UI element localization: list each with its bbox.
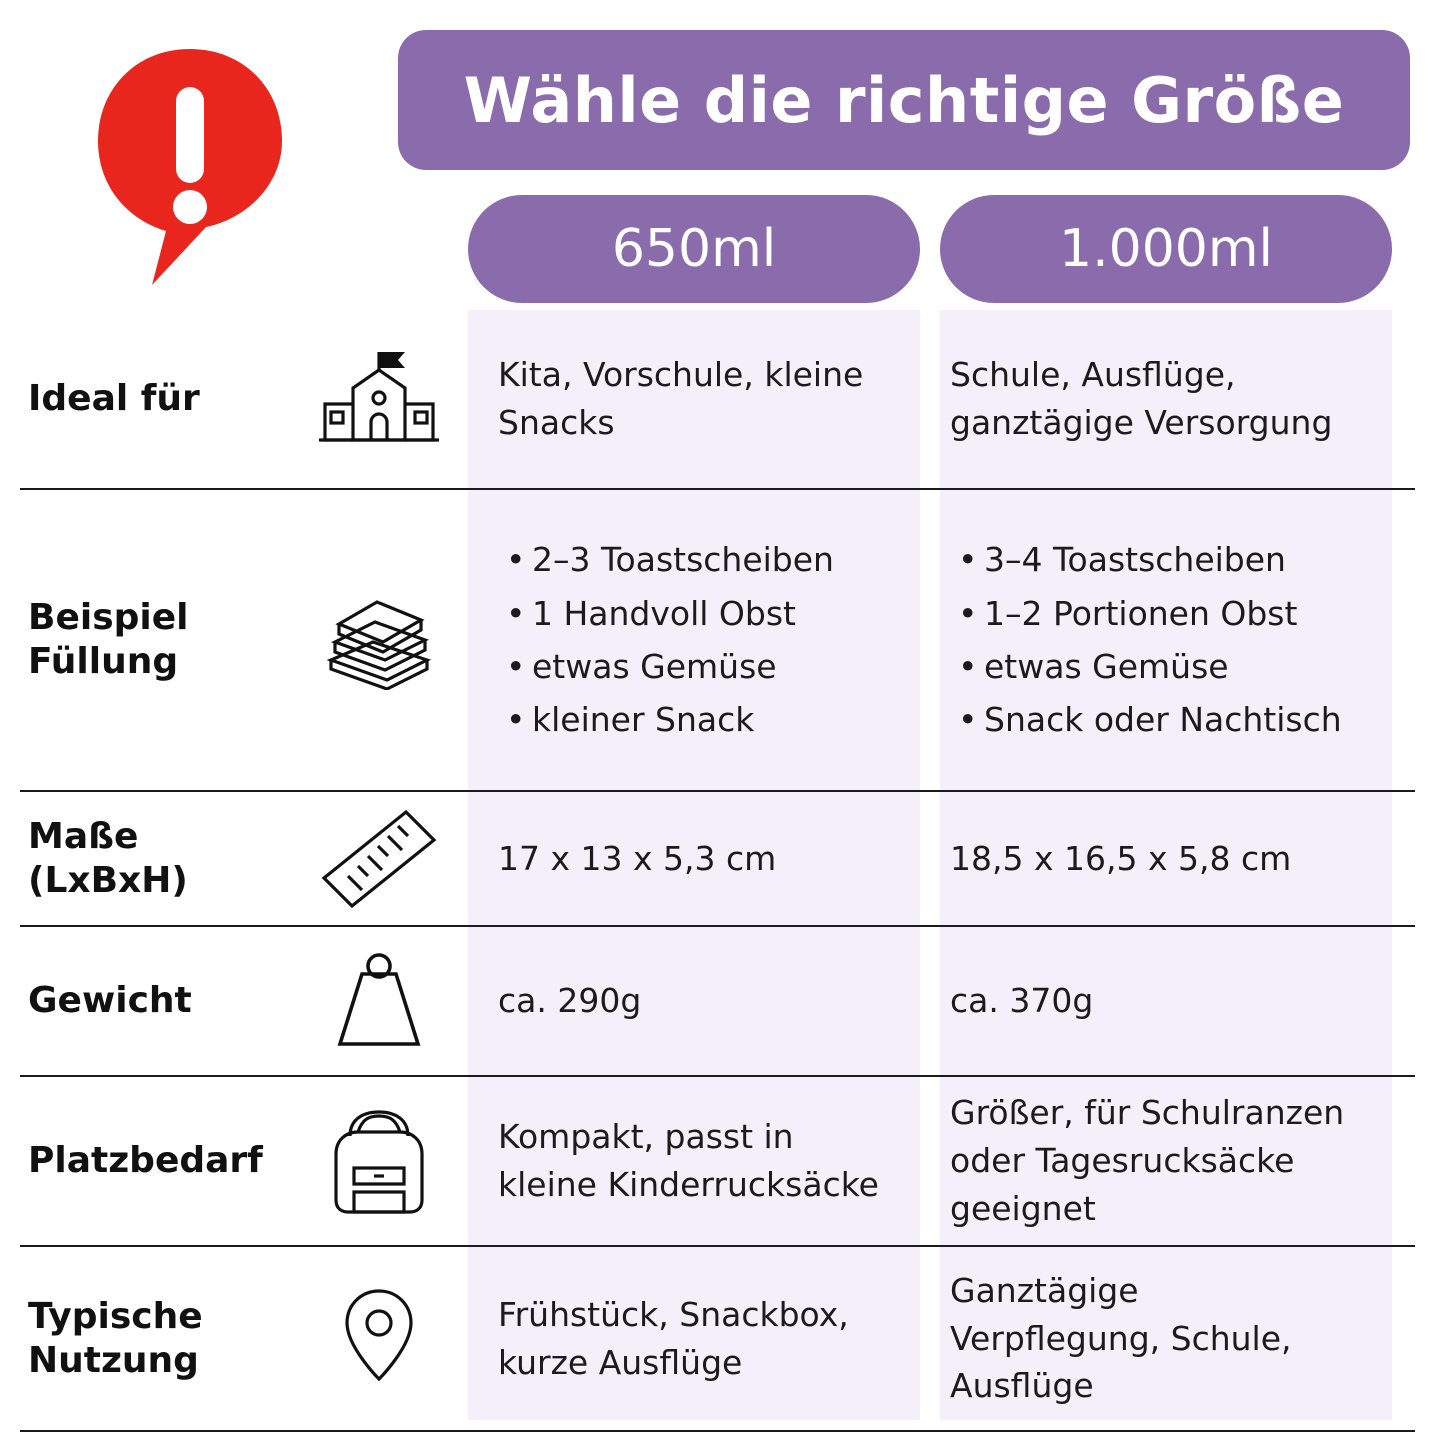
page-title: Wähle die richtige Größe — [463, 63, 1345, 137]
value-text: ca. 290g — [498, 981, 642, 1021]
row-value-1000ml — [920, 490, 1372, 790]
value-text: 17 x 13 x 5,3 cm — [498, 838, 777, 878]
value-text: Kita, Vorschule, kleine Snacks — [498, 355, 864, 442]
column-header-1000ml — [940, 195, 1392, 303]
value-text: Schule, Ausflüge, ganztägige Versorgung — [950, 355, 1333, 442]
table-row — [20, 1075, 1415, 1245]
table-row — [20, 790, 1415, 925]
list-item: • etwas Gemüse — [984, 640, 1342, 693]
row-value-650ml — [468, 927, 920, 1075]
row-icon-cell — [290, 1247, 468, 1430]
location-pin-icon — [319, 1279, 439, 1399]
row-label: Platzbedarf — [28, 1140, 263, 1182]
value-text: 18,5 x 16,5 x 5,8 cm — [950, 838, 1292, 878]
value-text: Größer, für Schulranzen oder Tagesrucksäcke geeignet — [950, 1093, 1345, 1228]
row-value-650ml — [468, 792, 920, 925]
row-label: Gewicht — [28, 980, 192, 1022]
row-icon-cell — [290, 490, 468, 790]
row-icon-cell — [290, 927, 468, 1075]
row-label-cell — [20, 1247, 290, 1430]
row-label-cell — [20, 792, 290, 925]
value-text: ca. 370g — [950, 981, 1094, 1021]
value-text: Ganztägige Verpflegung, Schule, Ausflüge — [950, 1270, 1292, 1406]
list-item: • Snack oder Nachtisch — [984, 693, 1342, 746]
column-header-label: 650ml — [611, 219, 777, 279]
row-label: Ideal für — [28, 378, 200, 420]
value-text: Frühstück, Snackbox, kurze Ausflüge — [498, 1294, 849, 1382]
row-value-1000ml — [920, 927, 1372, 1075]
value-list — [498, 533, 834, 747]
list-item: • etwas Gemüse — [532, 640, 834, 693]
backpack-icon — [314, 1102, 444, 1220]
table-row — [20, 925, 1415, 1075]
alert-badge — [90, 45, 290, 295]
list-item: • 1 Handvoll Obst — [532, 587, 834, 640]
row-value-1000ml — [920, 310, 1372, 488]
list-item: • 3–4 Toastscheiben — [984, 533, 1342, 586]
row-label: Beispiel Füllung — [28, 597, 189, 682]
row-label: Maße (LxBxH) — [28, 815, 188, 901]
row-label-cell — [20, 310, 290, 488]
row-value-650ml — [468, 1247, 920, 1430]
list-item: • 1–2 Portionen Obst — [984, 587, 1342, 640]
row-label-cell — [20, 1077, 290, 1245]
header-banner — [398, 30, 1410, 170]
ruler-icon — [314, 804, 444, 914]
row-icon-cell — [290, 792, 468, 925]
value-text: Kompakt, passt in kleine Kinderrucksäcke — [498, 1117, 879, 1204]
row-value-650ml — [468, 490, 920, 790]
row-value-650ml — [468, 310, 920, 488]
row-label-cell — [20, 490, 290, 790]
value-list — [950, 533, 1342, 747]
sandwich-icon — [309, 590, 449, 690]
school-building-icon — [309, 344, 449, 454]
row-value-1000ml — [920, 792, 1372, 925]
column-header-650ml — [468, 195, 920, 303]
row-icon-cell — [290, 1077, 468, 1245]
row-value-650ml — [468, 1077, 920, 1245]
row-value-1000ml — [920, 1247, 1372, 1430]
exclamation-mark-speech-bubble-icon — [90, 45, 290, 295]
weight-icon — [314, 946, 444, 1056]
column-header-label: 1.000ml — [1059, 219, 1273, 279]
list-item: • 2–3 Toastscheiben — [532, 533, 834, 586]
row-value-1000ml — [920, 1077, 1372, 1245]
list-item: • kleiner Snack — [532, 693, 834, 746]
row-label-cell — [20, 927, 290, 1075]
table-row — [20, 488, 1415, 790]
table-row — [20, 1245, 1415, 1432]
table-row — [20, 310, 1415, 488]
comparison-table — [20, 310, 1415, 1432]
row-label: Typische Nutzung — [28, 1295, 203, 1381]
row-icon-cell — [290, 310, 468, 488]
